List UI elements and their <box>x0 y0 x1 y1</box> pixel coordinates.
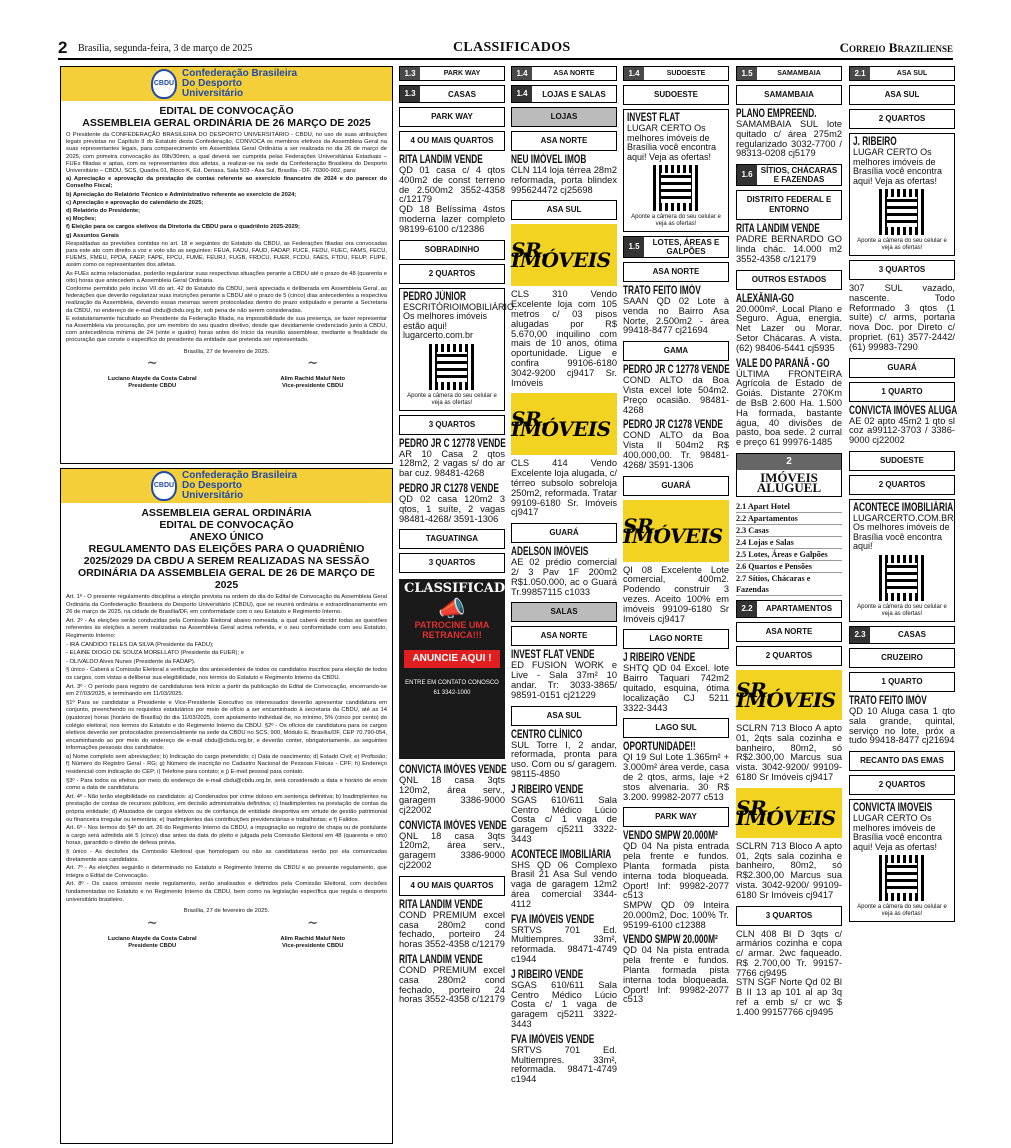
qr-code-icon[interactable] <box>429 344 475 390</box>
signature-block <box>280 355 346 390</box>
ad-body: 307 SUL vazado, nascente. Todo Reformado 3 qtos (1 suíte) c/ arms, portaria nova Doc. por Direto c/ propriet. (61) 3577-2442/ (61) 99983-7290 <box>849 283 955 352</box>
ad-title: RITA LANDIM VENDE <box>399 154 483 166</box>
signature-block <box>107 915 197 950</box>
ad-title: ACONTECE IMOBILIÁRIA <box>511 848 612 861</box>
classified-ad <box>736 224 842 264</box>
ad-title: VENDO SMPW 20.000M² <box>623 934 718 947</box>
classified-ad <box>623 286 729 336</box>
ad-body: LUGARCERTO.COM.BR Os melhores imóveis de Brasília você encontra aqui! <box>853 512 954 552</box>
logo-text: Confederação Brasileira Do Desporto Universitário <box>182 470 298 501</box>
classified-ad <box>511 547 617 597</box>
ad-body: CLS 414 Vendo Excelente loja alugada, c/ térreo subsolo sobreloja 250m2, reformada. Tratar 99109-6180 Sr. Imóveis cj9417 <box>511 458 617 518</box>
classified-ad <box>399 484 505 524</box>
classified-ad <box>511 730 617 780</box>
ad-body: QD 04 Na pista entrada pela frente e fundos. Planta formada pista interna toda bloqueada. Oport! Inf: 99982-2077 c513 <box>623 945 729 1005</box>
qr-code-icon[interactable] <box>653 165 699 211</box>
category-header <box>623 236 729 258</box>
index-item: 2.3 Casas <box>736 525 842 537</box>
classified-ad <box>399 955 505 1005</box>
notice-paragraph: § único - Caberá a Comissão Eleitoral a verificação dos antecedentes de todos os candidatos inscritos para eleição de todos os cargos, com vistas a deliberar sua elegibilidade, nos termos do Estatuto e Regimento Interno da CBDU. <box>66 667 387 681</box>
sr-imoveis-logo: SR. IMÓVEIS <box>623 500 729 562</box>
classified-ad <box>399 155 505 235</box>
ad-body: COND PREMIUM excel casa 280m2 cond fechado, porteiro 24 horas 3552-4358 c/12179 <box>399 964 505 1005</box>
classifieds-column-1 <box>399 66 526 1144</box>
classified-ad <box>736 842 842 901</box>
page-date: Brasília, segunda-feira, 3 de março de 2025 <box>78 42 253 54</box>
notice-date: Brasília, 27 de fevereiro de 2025. <box>183 908 270 915</box>
notice-date: Brasília, 27 de fevereiro de 2025. <box>183 348 270 355</box>
classifieds-column-2 <box>511 66 617 1144</box>
ad-body: SHTQ QD 04 Excel. lote Bairro Taquari 742m2 quitado, esquina, ótima localização CJ 5211 3322-3443 <box>623 663 729 713</box>
notice-paragraph: d) Relatório do Presidente; <box>66 208 141 215</box>
classified-ad <box>511 785 617 845</box>
category-number: 1.4 <box>512 86 532 102</box>
column-tab <box>399 66 505 81</box>
signature-block <box>107 355 197 390</box>
ad-body: SAAN QD 02 Lote à venda no Bairro Asa Norte, 2.500m2 - área 99418-8477 cj21694 <box>623 296 729 336</box>
category-header <box>736 164 842 186</box>
subsection-header: LOJAS <box>511 107 617 127</box>
subsection-header: PARK WAY <box>399 107 505 127</box>
notice-title: EDITAL DE CONVOCAÇÃO <box>159 105 294 117</box>
tab-name: PARK WAY <box>443 69 481 77</box>
classified-ad <box>511 915 617 965</box>
notice-paragraph: g) Assuntos Gerais <box>66 232 119 239</box>
notice-paragraph: Art. 6º - Nos termos do §4º do art. 26 do Regimento Interno da CBDU, a impugnação ao registro de chapa ou de postulante a cargo será admitida até 5 (cinco) dias antes da data do pleito e julgada pela Comissão Eleitoral em 48 (quarenta e oito) horas, garantido o direito de defesa prévia. <box>66 825 387 847</box>
category-name: APARTAMENTOS <box>765 604 833 614</box>
classified-ad <box>623 742 729 802</box>
signature-block <box>280 915 346 950</box>
signatures <box>66 915 387 950</box>
sr-imoveis-logo: SR. IMÓVEIS <box>511 224 617 286</box>
ad-title: RITA LANDIM VENDE <box>399 898 483 911</box>
ad-title: FVA IMÓVEIS VENDE <box>511 1033 595 1046</box>
classified-ad <box>623 420 729 470</box>
notice-title: ANEXO ÚNICO <box>189 531 264 543</box>
notice-paragraph: Conforme permitido pelo inciso VII do art. 42 do Estatuto da CBDU, será apreciada e deliberada em Assembleia Geral, as federações que deverão regularizar suas inscrições perante a CBDU até o prazo de 5 (cinco) dias antecedentes a respectiva realização da Assembleia, devendo essas mesmas serem protocoladas dentro do prazo estipulado e perante a Secretaria da CBDU, no endereço de e-mail cbdu@cbdu.org.br, sob pena de não serem consideradas. <box>66 286 387 314</box>
logo-text: Confederação Brasileira Do Desporto Universitário <box>182 68 298 99</box>
notice-paragraph: f) Eleição para os cargos eletivos da Diretoria da CBDU para o quadriênio 2025-2029; <box>66 224 300 231</box>
subsection-header: GAMA <box>623 341 729 361</box>
qr-caption: Aponte a câmera do seu celular e veja as ofertas! <box>857 603 947 617</box>
ad-body: PADRE BERNARDO GO linda chác. 14.000 m2 3552-4358 c/12179 <box>736 234 842 264</box>
notice-paragraph: § único - As decisões da Comissão Eleitoral que homologam ou não as candidaturas serão por ela comunicadas diretamente aos candidatos. <box>66 849 387 863</box>
classified-ad <box>399 439 505 479</box>
signer-name: Luciano Atayde da Costa Cabral <box>107 375 197 382</box>
ad-title: PEDRO JR C 12778 VENDE <box>623 364 730 377</box>
subsection-header: LAGO NORTE <box>623 629 729 649</box>
subsection-header: 3 QUARTOS <box>399 553 505 573</box>
notice-paragraph: Art. 8º - Os casos omissos neste regulamento, serão analisados e definidos pela Comissão Eleitoral, com decisões fundamentadas no Estatuto e no Regimento Interno da CBDU, bem como na legislação específica que regula o desporto universitário brasileiro. <box>66 881 387 903</box>
promo-banner <box>399 579 526 759</box>
ad-title: ALEXÂNIA-GO <box>736 292 794 305</box>
ad-body: AR 10 Casa 2 qtos 128m2, 2 vagas s/ do ar bar cuz. 98481-4268 <box>399 448 505 479</box>
notice-paragraph: Respaldadas as previsões contidas no art. 18 e seguintes do Estatuto da CBDU, as Federações filiadas ora convocadas para este ato com direito a voz e voto são as seguintes: FEUA, FADU, FAUD, FADAP, FUCE, FEDU, FUEC, FAMS, FECU, FUEMS, FMEU, FPDA, FAEP, FAPE, FPCU, FUME, FEURJ, FUGB, FRDCU, FUER, FCDU, FAES, FTDU, FEUP, FUPE, assim como os representantes dos atletas. <box>66 240 387 269</box>
qr-code-icon[interactable] <box>879 189 925 235</box>
notice-paragraph: Art. 2º - As eleições serão conduzidas pela Comissão Eleitoral abaixo nomeada, a qual caberá decidir todas as questões referentes às eleições a serem realizadas na Assembleia Geral acima referida, e o seu conformidade com seu Estatuto, Regimento Interno: <box>66 617 387 639</box>
ad-body: SHS QD 06 Complexo Brasil 21 Asa Sul vendo vaga de garagem 12m2 área comercial 3344-4112 <box>511 859 617 909</box>
ad-body: CLS 310 Vendo Excelente loja com 105 metros c/ 03 pisos alugadas por R$ 5.670,00 inquilino com mais de 10 anos, ótima oportunidade. Ligue e confira 99106-6180 3042-9200 cj9417 Sr. Imóveis <box>511 289 617 388</box>
subsection-header: GUARÁ <box>849 358 955 378</box>
ad-body: QNL 18 casa 3qts 120m2, área serv., garagem 3386-9000 cj22002 <box>399 830 505 870</box>
category-number: 2.2 <box>737 601 757 617</box>
qr-ad <box>849 133 955 256</box>
category-header <box>849 626 955 644</box>
notice-paragraph: c) Apreciação e aprovação do calendário de 2025; <box>66 199 204 206</box>
category-name: CASAS <box>897 630 926 640</box>
tab-name: ASA NORTE <box>553 69 595 77</box>
subsection-header: ASA SUL <box>849 85 955 105</box>
category-number: 1.5 <box>624 237 644 257</box>
column-tab <box>849 66 955 81</box>
ad-body: ÚLTIMA FRONTEIRA Agrícola de Estado de Goiás. Distante 270Km de BsB 2.600 Ha. 1.500 Ha formada, bastante água, 40 divisões de pasto, boa sede. 2 curral e preço 61 99976-1485 <box>736 368 842 448</box>
column-tab <box>623 66 729 81</box>
notice-paragraph: - ELAINE DIOGO DE SOUZA MORELLATO (Presidente da FUER); e <box>66 650 244 657</box>
notice-paragraph: a) Apreciação e aprovação da prestação de contas referente ao exercício financeiro de 2024 e do parecer do Conselho Fiscal; <box>66 176 387 190</box>
signer-role: Vice-presidente CBDU <box>282 942 344 949</box>
classified-ad <box>849 696 955 746</box>
category-header <box>511 85 617 103</box>
subsection-header: SOBRADINHO <box>399 240 505 260</box>
ad-body: COND ALTO da Boa Vista excel lote 504m2. Preço ocasião. 98481-4268 <box>623 375 729 415</box>
ad-title: PLANO EMPREEND. <box>736 108 817 120</box>
ad-title: J RIBEIRO VENDE <box>511 783 584 796</box>
ad-body: QD 02 casa 120m2 3 qtos, 1 suíte, 2 vagas 98481-4268/ 3591-1306 <box>399 493 505 524</box>
ad-title: RITA LANDIM VENDE <box>736 223 820 236</box>
column-tab <box>511 66 617 81</box>
notice-paragraph: a) Nome completo sem abreviações; b) Indicação do cargo pretendido; c) Data de nascimento; d) Estado Civil; e) Profissão; f) Número do Registro Geral - RG; g) Número de inscrição no Cadastro Nacional de Pessoas Físicas - CPF; h) Endereço residencial com indicação do CEP; i) Telefone para contato; e j) E-mail pessoal para contato. <box>66 753 387 776</box>
classified-ad <box>399 900 505 950</box>
signer-name: Luciano Atayde da Costa Cabral <box>107 935 197 942</box>
classifieds-column-4 <box>736 66 842 1144</box>
sr-imoveis-logo: SR. IMÓVEIS <box>736 788 842 838</box>
ad-title: TRATO FEITO IMÓV <box>849 694 927 707</box>
subsection-header: SALAS <box>511 602 617 622</box>
subsection-header: RECANTO DAS EMAS <box>849 751 955 771</box>
subsection-header: 3 QUARTOS <box>399 415 505 435</box>
classified-ad <box>511 290 617 388</box>
ad-title: CONVICTA IMÓVES ALUGA <box>849 404 958 417</box>
ad-body: QI 08 Excelente Lote comercial, 400m2. Podendo construir 3 vezes. Aceito 100% em imóveis 99109-6180 Sr Imóveis cj9417 <box>623 564 729 624</box>
signer-role: Vice-presidente CBDU <box>282 383 344 390</box>
classified-ad <box>511 459 617 518</box>
promo-text: PATROCINE UMA RETRANCA!!! <box>414 620 490 641</box>
classified-ad <box>511 850 617 910</box>
ad-title: CONVICTA IMOVEIS <box>853 802 933 815</box>
category-header <box>736 600 842 618</box>
classified-ad <box>849 404 958 446</box>
tab-name: SAMAMBAIA <box>777 69 821 77</box>
ad-title: CONVICTA IMÓVES VENDE <box>399 819 507 832</box>
classified-ad <box>736 359 842 448</box>
subsection-header: 2 QUARTOS <box>849 109 955 129</box>
signatures <box>66 355 387 390</box>
classified-ad <box>736 109 842 159</box>
section-number: 2 <box>737 454 841 470</box>
ad-title: J RIBEIRO VENDE <box>623 652 696 665</box>
notice-subtitle: ASSEMBLEIA GERAL ORDINÁRIA DE 26 MARÇO DE 2025 <box>82 117 371 129</box>
qr-caption: Aponte a câmera do seu celular e veja as ofertas! <box>407 392 497 406</box>
newspaper-name: Correio Braziliense <box>839 40 953 55</box>
classified-ad <box>736 930 842 1018</box>
classified-ad <box>511 970 617 1030</box>
notice-title: EDITAL DE CONVOCAÇÃO <box>159 519 294 531</box>
classified-ad <box>399 765 505 815</box>
ad-title: PEDRO JR C1278 VENDE <box>623 419 723 432</box>
ad-body: SCLRN 713 Bloco A apto 01, 2qts sala cozinha e banheiro, 80m2, só R$2.300,00 Marcus sua vista. 3042-9200/ 99109-6180 Sr Imóveis cj9417 <box>736 722 842 782</box>
ad-title: CONVICTA IMÓVES VENDE <box>399 764 507 777</box>
legal-notice-1 <box>60 66 393 464</box>
qr-ad <box>623 109 729 232</box>
ad-title: INVEST FLAT VENDE <box>511 649 595 662</box>
subsection-header: 2 QUARTOS <box>399 264 505 284</box>
ad-title: PEDRO JR C 12778 VENDE <box>399 437 506 450</box>
tab-number: 2.1 <box>850 67 870 80</box>
tab-name: ASA SUL <box>896 69 928 77</box>
subsection-header: PARK WAY <box>623 807 729 827</box>
signature-mark: ~ <box>146 355 158 371</box>
section-2-header <box>736 453 842 497</box>
ad-body: COND ALTO da Boa Vista II 504m2 R$ 400.000,00. Tr. 98481-4268/ 3591-1306 <box>623 430 729 470</box>
ad-body: COND PREMIUM excel casa 280m2 cond fechado, porteiro 24 horas 3552-4358 c/12179 <box>399 909 505 950</box>
classified-ad <box>736 724 842 783</box>
sr-imoveis-logo: SR. IMÓVEIS <box>511 393 617 455</box>
subsection-header: 3 QUARTOS <box>736 906 842 926</box>
subsection-header: 2 QUARTOS <box>736 646 842 666</box>
notice-paragraph: - IRÁ CANDIDO TELES DA SILVA (Presidente da FADU); <box>66 641 214 648</box>
ad-title: ADELSON IMÓVEIS <box>511 546 589 559</box>
tab-number: 1.3 <box>400 67 420 80</box>
signer-role: Presidente CBDU <box>128 383 177 390</box>
signer-name: Alim Rachid Maluf Neto <box>280 375 346 382</box>
column-tab <box>736 66 842 81</box>
ad-body: STN SGF Norte Qd 02 Bl B II 13 ap 101 al ap 3q ref a emb s/ cr wc $ 1.400 99157766 cj9495 <box>736 977 842 1017</box>
qr-caption: Aponte a câmera do seu celular e veja as ofertas! <box>857 904 947 918</box>
qr-code-icon[interactable] <box>879 555 925 601</box>
ad-body: QD 04 Na pista entrada pela frente e fundos. Planta formada pista interna toda bloqueada. Oport! Inf: 99982-2077 c513 <box>623 841 729 901</box>
notice-paragraph: e) Moções; <box>66 216 97 223</box>
ad-body: SCLRN 713 Bloco A apto 01, 2qts sala cozinha e banheiro, 80m2, só R$2.300,00 Marcus sua vista. 3042-9200/ 99109-6180 Sr Imóveis cj9417 <box>736 840 842 900</box>
section-title: CLASSIFICADOS <box>453 40 571 55</box>
subsection-header: SUDOESTE <box>849 451 955 471</box>
notice-paragraph: §3º - Para todos os efeitos por meio do endereço de e-mail cbdu@cbdu.org.br, será considerado a data e horário de envio como a data de candidatura. <box>66 777 387 792</box>
classified-ad <box>849 284 955 353</box>
notice-paragraph: - OLIVALDO Alves Nunes (Presidente da FADAP). <box>66 658 196 665</box>
index-item: 2.1 Apart Hotel <box>736 501 842 513</box>
ad-body: SRTVS 701 Ed. Multiempres. 33m², reformada. 98471-4749 c1944 <box>511 924 617 965</box>
category-number: 1.3 <box>400 86 420 102</box>
ad-body: SUL Torre I, 2 andar, reformada, pronta para uso. Com ou s/ garagem. 98115-4850 <box>511 739 617 779</box>
notice-paragraph: As FUEs acima relacionadas, poderão regularizar suas respectivas situações perante a CBDU até o prazo de 48 (quarenta e oito) horas que antecedem a Assembleia Geral Ordinária. <box>66 270 387 284</box>
cbdu-logo <box>61 469 392 503</box>
classified-ad <box>511 1035 617 1085</box>
ad-title: CENTRO CLÍNICO <box>511 728 583 741</box>
ad-title: J. RIBEIRO <box>853 136 897 148</box>
category-name: LOJAS E SALAS <box>542 89 606 99</box>
ad-title: VALE DO PARANÃ - GO <box>736 357 830 370</box>
ad-title: VENDO SMPW 20.000M² <box>623 830 718 843</box>
tab-number: 1.5 <box>737 67 757 80</box>
category-number: 2.3 <box>850 627 870 643</box>
megaphone-icon: 📣 <box>438 596 466 622</box>
ad-title: ACONTECE IMOBILIÁRIA <box>853 501 954 514</box>
notice-body <box>66 132 387 356</box>
ad-body: QD 10 Aluga casa 1 qto sala grande, quintal, serviço no lote, próx a tudo 99418-8477 cj21694 <box>849 705 955 746</box>
subsection-header: OUTROS ESTADOS <box>736 270 842 290</box>
promo-contact: ENTRE EM CONTATO CONOSCO 61 3342-1000 <box>405 680 499 697</box>
classified-ad <box>511 155 617 195</box>
ad-body: 20.000m². Local Plano e Seguro. Água, energia. Net Lazer ou Morar. Setor Chácaras. A vista. (62) 98406-5441 cj5935 <box>736 303 842 353</box>
qr-ad <box>399 288 517 411</box>
cbdu-logo <box>61 67 392 101</box>
cbdu-emblem-icon: CBDU <box>151 69 177 99</box>
signature-mark: ~ <box>307 355 319 371</box>
subsection-header: ASA NORTE <box>623 262 729 282</box>
subsection-header: GUARÁ <box>623 476 729 496</box>
subsection-header: ASA SUL <box>511 200 617 220</box>
ad-body: SRTVS 701 Ed. Multiempres. 33m², reformada. 98471-4749 c1944 <box>511 1044 617 1085</box>
section-index <box>736 501 842 596</box>
classifieds-column-5 <box>849 66 958 1144</box>
section-name: IMÓVEIS ALUGUEL <box>756 469 822 495</box>
signature-mark: ~ <box>146 915 158 931</box>
page-header <box>58 38 953 60</box>
ad-body: CLN 114 loja térrea 28m2 reformada, porta blindex 995624472 cj25698 <box>511 165 617 195</box>
category-name: CASAS <box>447 89 476 99</box>
subsection-header: ASA NORTE <box>736 622 842 642</box>
ad-body: LUGAR CERTO Os melhores imóveis de Brasília você encontra aqui! Veja as ofertas! <box>853 813 943 852</box>
ad-body: LUGAR CERTO Os melhores imóveis de Brasília você encontra aqui! Veja as ofertas! <box>853 147 943 186</box>
ad-body: SAMAMBAIA SUL lote quitado c/ área 275m2 regularizado 3032-7700 / 98313-0208 cj5179 <box>736 119 842 159</box>
subsection-header: 2 QUARTOS <box>849 475 955 495</box>
subsection-header: DISTRITO FEDERAL E ENTORNO <box>736 190 842 220</box>
classifieds-column-3 <box>623 66 729 1144</box>
category-name: SÍTIOS, CHÁCARAS E FAZENDAS <box>760 166 838 185</box>
subsection-header: 3 QUARTOS <box>849 260 955 280</box>
index-item: 2.5 Lotes, Áreas e Galpões <box>736 549 842 561</box>
subsection-header: TAGUATINGA <box>399 529 505 549</box>
category-number: 1.6 <box>737 165 757 185</box>
qr-ad <box>849 499 955 622</box>
ad-title: RITA LANDIM VENDE <box>399 953 483 966</box>
subsection-header: 2 QUARTOS <box>849 775 955 795</box>
ad-body: SMPW QD 09 Inteira 20.000m2, Doc. 100% Tr. 95199-6100 c12388 <box>623 900 729 930</box>
subsection-header: ASA SUL <box>511 706 617 726</box>
classified-ad <box>623 566 729 625</box>
subsection-header: SAMAMBAIA <box>736 85 842 105</box>
ad-title: FVA IMÓVEIS VENDE <box>511 913 595 926</box>
ad-title: OPORTUNIDADE!! <box>623 741 696 754</box>
index-item: 2.4 Lojas e Salas <box>736 537 842 549</box>
index-item: 2.2 Apartamentos <box>736 513 842 525</box>
qr-ad <box>849 799 955 922</box>
notice-paragraph: Art. 3º - O período para registro de candidaturas terá início a partir da publicação do Edital de Convocação, encerrando-se em 27/03/2025, e terminando em 11/03/2025. <box>66 683 387 698</box>
tab-number: 1.4 <box>512 67 532 80</box>
sr-imoveis-logo: SR. IMÓVEIS <box>736 670 842 720</box>
ad-body: SGAS 610/611 Sala Centro Médico Lúcio Costa c/ 1 vaga de garagem cj5211 3322-3443 <box>511 979 617 1030</box>
ad-body: SGAS 610/611 Sala Centro Médico Lúcio Costa c/ 1 vaga de garagem cj5211 3322-3443 <box>511 794 617 844</box>
ad-title: PEDRO JR C1278 VENDE <box>399 482 499 495</box>
signer-name: Alim Rachid Maluf Neto <box>280 935 346 942</box>
subsection-header: ASA NORTE <box>511 626 617 646</box>
ad-body: QI 19 Sul Lote 1.365m² + 3.000m² área verde, casa de 2 qtos, arms, laje +2 stos alvenaria. 30 R$ 3.200. 99982-2077 c513 <box>623 752 729 802</box>
notice-paragraph: O Presidente da CONFEDERAÇÃO BRASILEIRA DO DESPORTO UNIVERSITÁRIO - CBDU, no uso de suas atribuições legais previstas no Capítulo II do Estatuto desta Confederação, CONVOCA os membros efetivos da Assembleia Geral na suas representantes legais, para comparecimento em Assembleia Geral Ordinária a ser realizada no dia 26 de março de 2025, com primeira convocação às 09h/30min, a qual deverá ser cumprida pelas Federações Universitárias Estaduais – FUEs filiadas e aptas, com os representantes dos atletas, a realizar-se na sede da Confederação Brasileira do Desporto Universitário – CBDU, SCS, Quadra 01, Bloco K, Ed. Denasa, Sala 503 - Asa Sul, Brasília - DF, 70300-902, para: <box>66 132 387 175</box>
subsection-header: CRUZEIRO <box>849 648 955 668</box>
subsection-header: GUARÁ <box>511 523 617 543</box>
ad-body: ESCRITÓRIOIMOBILIÁRIO. Os melhores imóveis estão aqui! lugarcerto.com.br <box>403 301 517 341</box>
subsection-header: LAGO SUL <box>623 718 729 738</box>
classified-ad <box>623 831 729 930</box>
notice-paragraph: Art. 7º - As eleições seguirão o determinado no Estatuto e Regimento Interno da CBDU e ao presente regulamento, que integra o Edital de Convocação. <box>66 865 387 879</box>
notice-body <box>66 594 387 916</box>
ad-body: QD 18 Belíssima 4stos moderna lazer completo 98199-6100 c/12386 <box>399 204 505 234</box>
category-header <box>399 85 505 103</box>
notice-paragraph: Art. 1º - O presente regulamento disciplina a eleição prevista na ordem do dia do Edital de Convocação da Assembleia Geral Ordinária da Confederação Brasileira do Desporto Universitário (CBDU), que se reunirá ordinária e extraordinariamente em 26 de março de 2025, na cidade de Brasília/DF, em conformidade com o seu Estatuto e Regimento Interno. <box>66 594 387 616</box>
classified-ad <box>511 650 617 700</box>
qr-code-icon[interactable] <box>879 855 925 901</box>
notice-paragraph: b) Apreciação do Relatório Técnico e Administrativo referente ao exercício de 2024; <box>66 191 297 198</box>
ad-body: QNL 18 casa 3qts 120m2, área serv., garagem 3386-9000 cj22002 <box>399 775 505 815</box>
legal-notice-2 <box>60 468 393 1144</box>
page-number: 2 <box>58 38 68 57</box>
category-name: LOTES, ÁREAS E GALPÕES <box>652 238 720 256</box>
notice-paragraph: §1º Para se candidatar a Presidente e Vice-Presidente Executivo os interessados deverão apresentar candidatura em conjunto, preenchendo os requisitos estatutários por meio de ofício a ser encaminhado à secretaria da CBDU, até as 14 (quatorze) horas (horário de Brasília) do dia 11/03/2025, com apoiamento individual de, no mínimo, 5% (cinco por cento) do colégio eleitoral, nos termos do Estatuto e do Regimento Interno da CBDU. §2º - Os ofícios de candidatura para os cargos eletivos deverão ser protocolados presencialmente na sede da CBDU no SCS, 900, Módulo E, Brasília/DF, CEP 70.790-054, encaminhando ao por meio do endereço de e-mail cbdu@cbdu.org.br, e deverão conter, obrigatoriamente, as seguintes informações pessoais dos candidatos: <box>66 699 387 752</box>
classified-ad <box>399 821 505 871</box>
qr-caption: Aponte a câmera do seu celular e veja as ofertas! <box>631 214 721 227</box>
ad-body: QD 01 casa c/ 4 qtos 400m2 de const terreno de 2.500m2 3552-4358 c/12179 <box>399 165 505 205</box>
index-item: 2.6 Quartos e Pensões <box>736 561 842 573</box>
notice-title: REGULAMENTO DAS ELEIÇÕES PARA O QUADRIÊNIO 2025/2029 DA CBDU A SEREM REALIZADAS NA SESSÃO ORDINÁRIA DA ASSEMBLEIA GERAL DE 26 DE MARÇO DE 2025 <box>78 543 375 591</box>
classified-ad <box>623 935 729 1005</box>
subsection-header: 1 QUARTO <box>849 672 955 692</box>
notice-paragraph: E estatutariamente facultado ao Presidente da Federação filiada, na impossibilidade de sua presença, se fazer representar na Assembleia via procuração, por um membro do seu quadro diretivo, desde que devidamente credenciado junto à CBDU, com antecedência mínima de 24 (vinte e quatro) horas antes do início da reunião assemblear, mediante a finalidade da procuração que conste o especifico do presidente da entidade que pretenda ser representado. <box>66 315 387 344</box>
ad-title: TRATO FEITO IMÓV <box>623 285 701 297</box>
qr-caption: Aponte a câmera do seu celular e veja as ofertas! <box>857 238 947 251</box>
classified-ad <box>623 653 729 713</box>
subsection-header: 1 QUARTO <box>849 382 955 402</box>
subsection-header: 4 OU MAIS QUARTOS <box>399 876 505 896</box>
notice-title: ASSEMBLEIA GERAL ORDINÁRIA <box>141 507 312 519</box>
signature-mark: ~ <box>307 915 319 931</box>
promo-cta[interactable]: ANUNCIE AQUI ! <box>404 650 500 668</box>
ad-title: J RIBEIRO VENDE <box>511 968 584 981</box>
classified-ad <box>623 365 729 415</box>
ad-title: NEU IMÓVEL IMOB <box>511 154 587 166</box>
ad-title: PEDRO JÚNIOR <box>403 290 467 303</box>
subsection-header: ASA NORTE <box>511 131 617 151</box>
ad-body: LUGAR CERTO Os melhores imóveis de Brasília você encontra aqui! Veja as ofertas! <box>627 123 717 162</box>
promo-title: CLASSIFICADOS <box>404 581 526 597</box>
tab-number: 1.4 <box>624 67 644 80</box>
ad-body: AE 02 prédio comercial 2/ 3 Pav 1F 200m2 R$1.050.000, ac o Guará Tr.99857115 c1033 <box>511 557 617 597</box>
ad-body: AE 02 apto 45m2 1 qto sl coz a99112-3703 / 3386-9000 cj22002 <box>849 415 955 446</box>
cbdu-emblem-icon: CBDU <box>151 471 177 501</box>
index-item: 2.7 Sítios, Chácaras e Fazendas <box>736 573 842 596</box>
tab-name: SUDOESTE <box>666 69 706 77</box>
notice-paragraph: Art. 4º - Não terão elegibilidade os candidatos: a) Condenados por crime doloso em sentença definitiva; b) Inadimplentes na prestação de contas de recursos públicos, em decisão administrativa definitiva; c) Inadimplentes na prestação de contas da própria entidade; d) Afastados de cargos eletivos ou de confiança de entidade desportiva em virtude de gestão patrimonial ou financeira irregular ou temerária; e) Inadimplentes das contribuições previdenciárias e trabalhistas; e f) Falidos. <box>66 793 387 823</box>
subsection-header: 4 OU MAIS QUARTOS <box>399 131 505 151</box>
ad-title: INVEST FLAT <box>627 112 680 124</box>
classified-ad <box>736 294 842 354</box>
signer-role: Presidente CBDU <box>128 942 177 949</box>
ad-body: CLN 408 Bl D 3qts c/ armários cozinha e copa c/ armar. 2wc faqueado. R$ 2.700,00 Tr. 99157-7766 cj9495 <box>736 928 842 978</box>
ad-body: ED FUSION WORK e Live - Sala 37m² 10 andar. Tr: 3033-3865/ 98591-0151 cj21229 <box>511 660 617 700</box>
subsection-header: SUDOESTE <box>623 85 729 105</box>
